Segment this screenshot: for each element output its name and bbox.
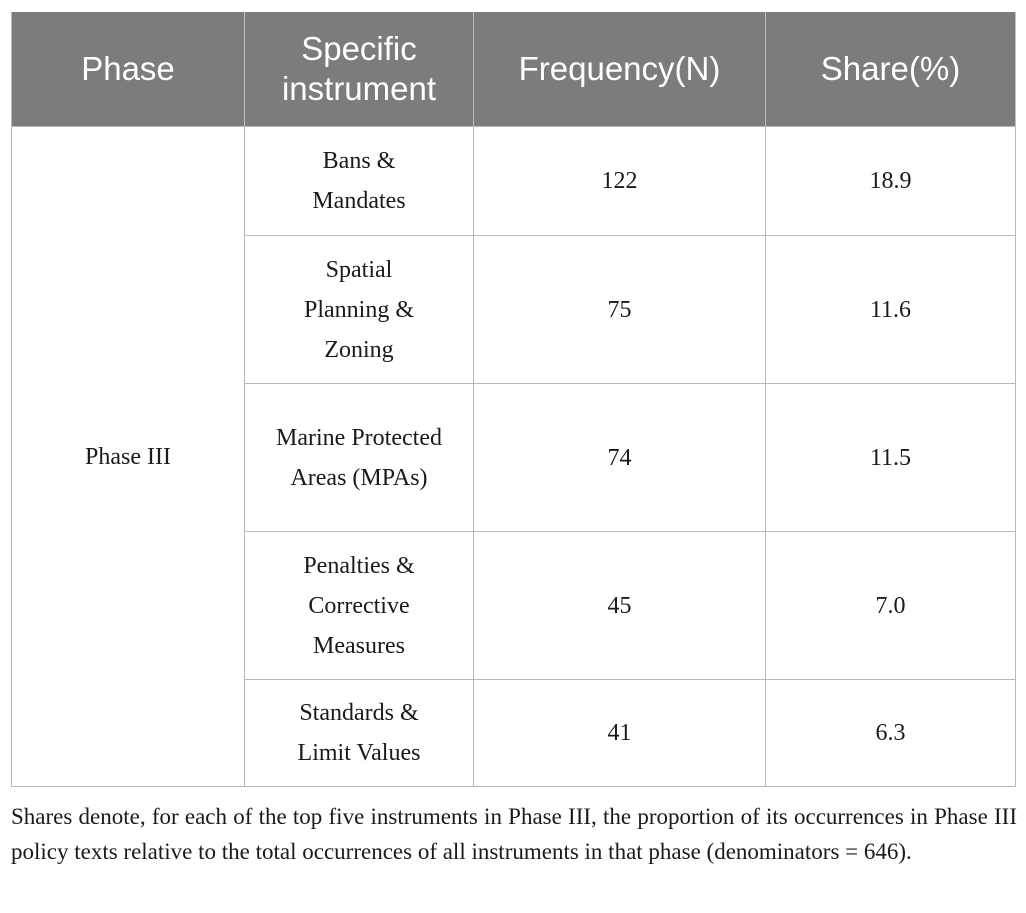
instrument-table	[11, 12, 1016, 787]
header-frequency: Frequency(N)	[474, 12, 766, 127]
share-cell: 11.5	[766, 384, 1016, 532]
instrument-cell: Bans & Mandates	[245, 127, 474, 236]
frequency-cell: 41	[474, 680, 766, 787]
header-phase: Phase	[12, 12, 245, 127]
table-footnote: Shares denote, for each of the top five instruments in Phase III, the proportion of its occurrences in Phase III policy texts relative to the total occurrences of all instruments in that phase (denominators = 646).	[11, 804, 1017, 864]
frequency-cell: 74	[474, 384, 766, 532]
phase-cell: Phase III	[12, 127, 245, 787]
share-cell: 7.0	[766, 532, 1016, 680]
share-cell: 11.6	[766, 236, 1016, 384]
instrument-cell: Penalties & Corrective Measures	[245, 532, 474, 680]
table-row	[12, 127, 1016, 236]
share-cell: 6.3	[766, 680, 1016, 787]
frequency-cell: 122	[474, 127, 766, 236]
instrument-cell: Spatial Planning & Zoning	[245, 236, 474, 384]
instrument-table-container	[11, 12, 1016, 787]
frequency-cell: 75	[474, 236, 766, 384]
instrument-cell: Marine Protected Areas (MPAs)	[245, 384, 474, 532]
frequency-cell: 45	[474, 532, 766, 680]
table-header-row	[12, 12, 1016, 127]
header-specific-instrument: Specific instrument	[245, 12, 474, 127]
header-share: Share(%)	[766, 12, 1016, 127]
instrument-cell: Standards & Limit Values	[245, 680, 474, 787]
share-cell: 18.9	[766, 127, 1016, 236]
